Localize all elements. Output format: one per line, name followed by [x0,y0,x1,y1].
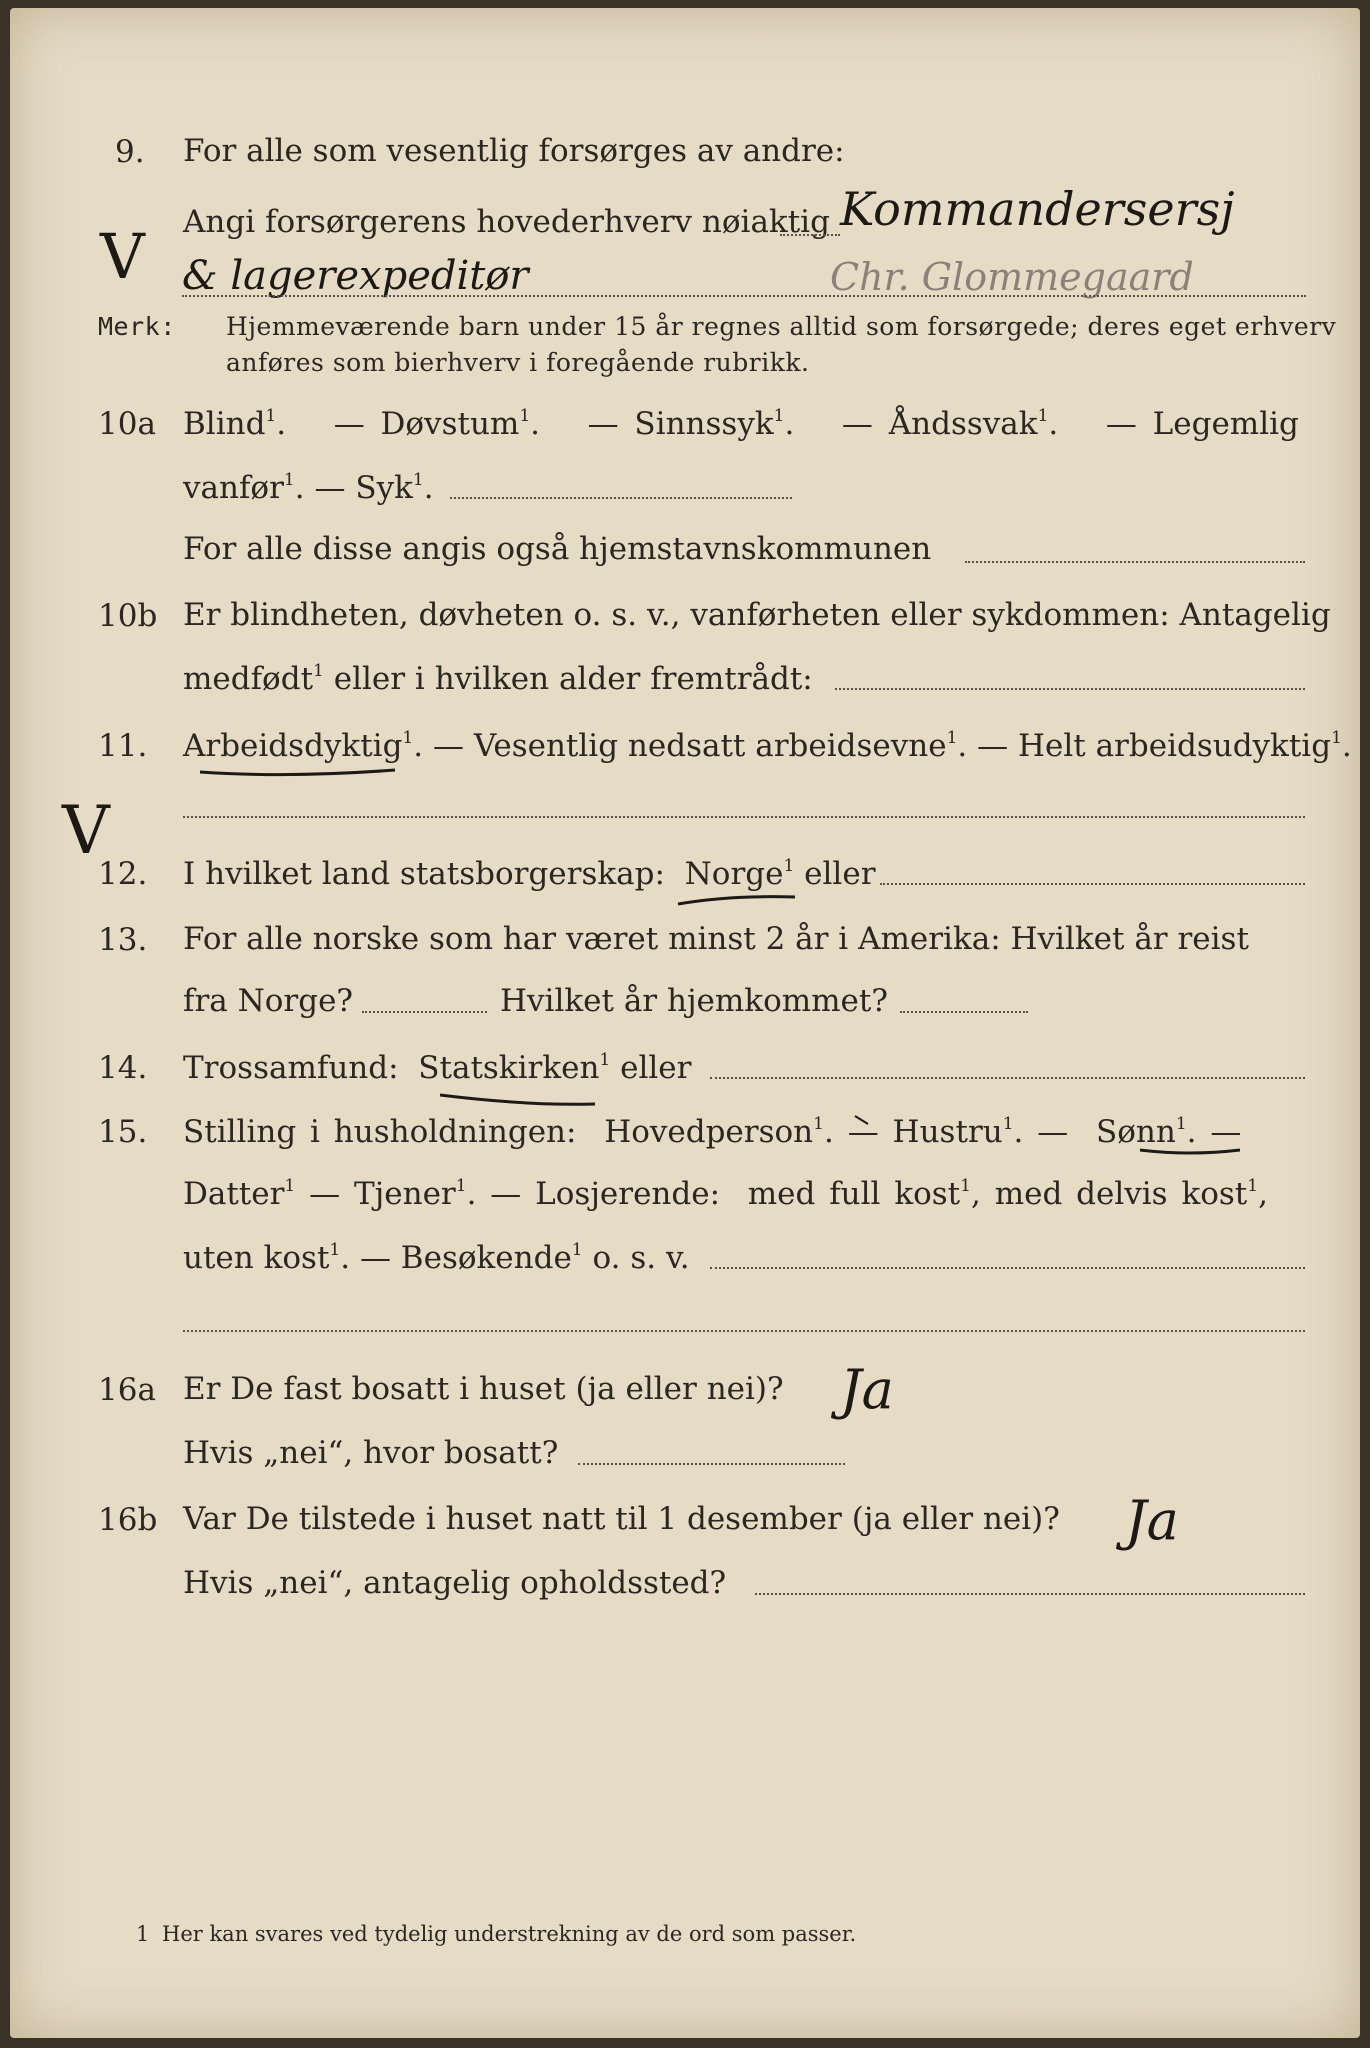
handwritten-underlines [10,8,1360,2038]
underline-norge [678,897,795,904]
q9-answer-line2: & lagerexpeditør [182,253,529,299]
option-sinnssyk: — Sinnssyk [587,405,774,442]
tick-hovedperson [855,1116,868,1124]
q13-number: 13. [98,922,148,958]
underline-arbeidsdyktig [200,770,395,775]
option-legemlig: — Legemlig [1105,405,1299,442]
q9-answer-line1: Kommandersersj [840,182,1235,236]
option-dovstum: — Døvstum [333,405,520,442]
q16b-number: 16b [98,1502,158,1538]
q15-line3: uten kost$^1$. — Besøkende$^1$ o. s. v. [183,1239,690,1276]
census-form-page [10,8,1360,2038]
margin-check-mark-2: V [62,792,110,869]
q9-answer-line2-extra: Chr. Glommegaard [830,255,1194,299]
footnote-marker: 1 [136,1922,150,1946]
q14-line: Trossamfund: Statskirken$^1$ eller [183,1049,692,1086]
q12-line: I hvilket land statsborgerskap: Norge$^1$ eller [183,855,876,892]
q10b-number: 10b [98,598,158,634]
option-hovedperson: Hovedperson [604,1113,814,1150]
option-sonn: Sønn [1095,1113,1176,1150]
option-arbeidsdyktig: Arbeidsdyktig [183,727,403,764]
q10b-line1: Er blindheten, døvheten o. s. v., vanførheten eller sykdommen: Antagelig [183,597,1331,633]
q16b-line1: Var De tilstede i huset natt til 1 desember (ja eller nei)? [183,1501,1060,1537]
q13-line2b: Hvilket år hjemkommet? [500,983,888,1019]
option-datter: Datter [183,1175,285,1212]
q13-line1: For alle norske som har været minst 2 år i Amerika: Hvilket år reist [183,921,1249,957]
q15-number: 15. [98,1114,148,1150]
underline-sonn [1140,1150,1240,1153]
q16a-line2: Hvis „nei“, hvor bosatt? [183,1435,559,1471]
q16a-line1: Er De fast bosatt i huset (ja eller nei)? [183,1371,784,1407]
q15-line2: Datter$^1$ — Tjener$^1$. — Losjerende: med full kost$^1$, med delvis kost$^1$, [183,1175,1268,1212]
q10a-line3: For alle disse angis også hjemstavnskommunen [183,531,932,567]
margin-check-mark-1: V [100,220,145,293]
q13-line2a: fra Norge? [183,983,354,1019]
q12-number: 12. [98,856,148,892]
option-andssvak: — Åndssvak [841,405,1038,442]
q11-number: 11. [98,728,148,764]
q15-line1: Stilling i husholdningen: Hovedperson$^1$. — Hustru$^1$. — Sønn$^1$. — [183,1113,1242,1150]
option-blind: Blind [183,405,266,442]
q10a-line1: Blind$^1$. — Døvstum$^1$. — Sinnssyk$^1$. — Åndssvak$^1$. — Legemlig [183,405,1299,442]
option-norge: Norge [684,855,784,892]
q9-line1: For alle som vesentlig forsørges av andre: [183,133,845,169]
q10a-number: 10a [98,406,156,442]
merk-line1: Hjemmeværende barn under 15 år regnes alltid som forsørgede; deres eget erhverv [226,312,1337,341]
option-medfodt: medfødt [183,660,314,697]
q9-line2: Angi forsørgerens hovederhverv nøiaktig [183,204,830,240]
q11-line: Arbeidsdyktig$^1$. — Vesentlig nedsatt arbeidsevne$^1$. — Helt arbeidsudyktig$^1$. [183,727,1352,764]
merk-line2: anføres som bierhverv i foregående rubrikk. [226,348,810,377]
q16a-number: 16a [98,1372,156,1408]
q10b-line2: medfødt$^1$ eller i hvilken alder fremtrådt: [183,660,813,697]
q16b-answer: Ja [1125,1489,1179,1552]
q9-number: 9. [115,134,145,170]
option-vanfor: vanfør [183,469,284,506]
q16b-line2: Hvis „nei“, antagelig opholdssted? [183,1565,727,1601]
q16a-answer: Ja [840,1358,894,1421]
merk-label: Merk: [98,312,176,341]
footnote-text: Her kan svares ved tydelig understrekning av de ord som passer. [162,1922,857,1946]
option-statskirken: Statskirken [418,1049,600,1086]
q14-number: 14. [98,1050,148,1086]
option-syk: — Syk [314,469,413,506]
q10a-line2: vanfør$^1$. — Syk$^1$. [183,469,434,506]
underline-statskirken [440,1095,595,1104]
